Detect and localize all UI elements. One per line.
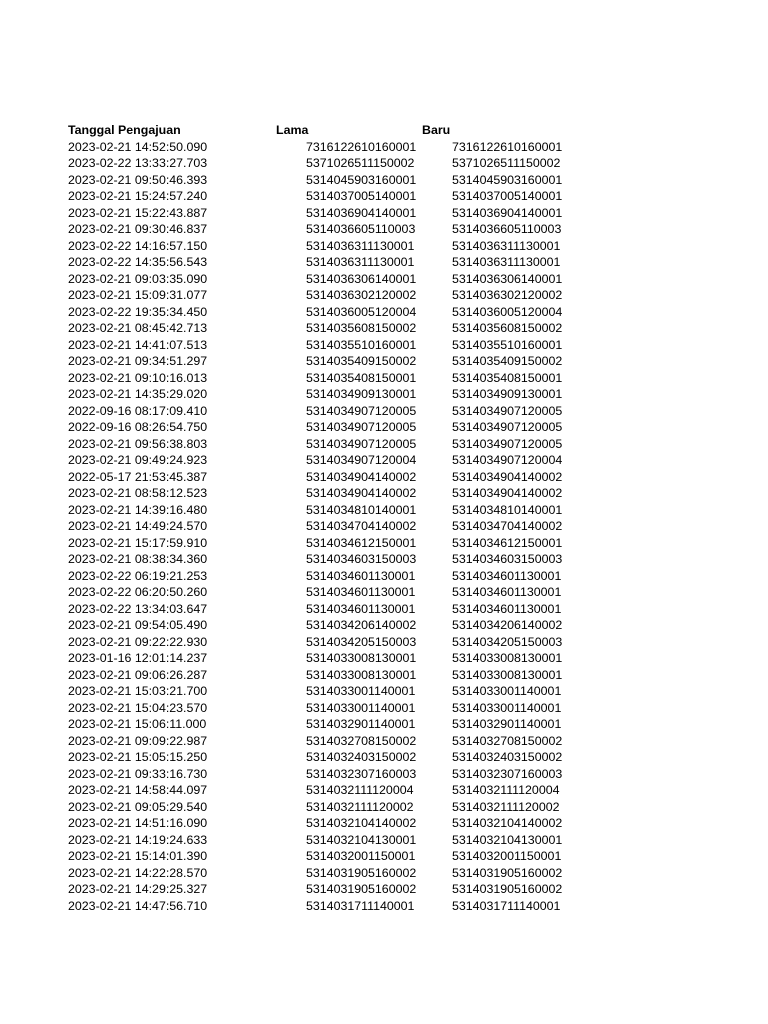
table-row [68, 881, 588, 898]
cell-lama: 5314036302120002 [306, 288, 417, 302]
cell-baru: 5314036904140001 [452, 205, 563, 220]
table-row [68, 568, 588, 585]
cell-baru: 5314034205150003 [452, 634, 563, 649]
cell-lama: 5314034601130001 [306, 601, 416, 616]
cell-baru: 5314035408150001 [452, 370, 563, 385]
cell-lama: 5314035510160001 [306, 337, 417, 352]
cell-baru: 5314034907120005 [452, 420, 563, 434]
cell-lama: 5314034603150003 [306, 552, 417, 566]
cell-baru: 5314031905160002 [452, 882, 563, 896]
table-row [68, 898, 588, 915]
table-row [68, 205, 588, 222]
cell-baru: 5314034603150003 [452, 552, 563, 566]
cell-tanggal-pengajuan: 2023-02-22 06:19:21.253 [68, 568, 208, 583]
cell-baru: 5314045903160001 [452, 172, 563, 187]
cell-tanggal-pengajuan: 2023-02-21 09:50:46.393 [68, 172, 208, 187]
cell-tanggal-pengajuan: 2022-09-16 08:26:54.750 [68, 420, 208, 434]
table-row [68, 139, 588, 156]
cell-tanggal-pengajuan: 2023-02-21 14:52:50.090 [68, 139, 208, 154]
table-row [68, 386, 588, 403]
cell-lama: 5314033008130001 [306, 651, 417, 665]
cell-tanggal-pengajuan: 2023-02-21 15:05:15.250 [68, 750, 208, 764]
cell-baru: 5314034601130001 [452, 601, 562, 616]
cell-baru: 5314033001140001 [452, 684, 562, 698]
cell-lama: 5314032307160003 [306, 766, 417, 781]
table-row [68, 832, 588, 849]
table-row [68, 419, 588, 436]
cell-baru: 5314036306140001 [452, 271, 563, 286]
cell-tanggal-pengajuan: 2023-02-21 09:10:16.013 [68, 370, 208, 385]
cell-tanggal-pengajuan: 2023-02-22 13:34:03.647 [68, 601, 208, 616]
cell-tanggal-pengajuan: 2023-02-21 09:09:22.987 [68, 733, 208, 748]
cell-tanggal-pengajuan: 2023-02-21 15:06:11.000 [68, 717, 207, 731]
cell-tanggal-pengajuan: 2023-02-21 15:17:59.910 [68, 535, 208, 550]
table-row [68, 337, 588, 354]
cell-lama: 5314045903160001 [306, 172, 417, 187]
cell-lama: 5314031905160002 [306, 882, 417, 896]
cell-lama: 5314032104140002 [306, 816, 417, 830]
cell-tanggal-pengajuan: 2023-02-21 09:22:22.930 [68, 634, 208, 649]
cell-lama: 5314033008130001 [306, 667, 417, 682]
cell-baru: 5314033008130001 [452, 667, 563, 682]
cell-tanggal-pengajuan: 2023-02-21 09:56:38.803 [68, 436, 208, 451]
cell-lama: 5314036904140001 [306, 205, 417, 220]
cell-tanggal-pengajuan: 2023-02-21 14:35:29.020 [68, 387, 208, 401]
table-row [68, 304, 588, 321]
cell-tanggal-pengajuan: 2023-02-21 15:22:43.887 [68, 205, 208, 220]
table-row [68, 749, 588, 766]
cell-lama: 5314031905160002 [306, 865, 417, 880]
cell-baru: 5314034907120005 [452, 403, 563, 418]
cell-baru: 5314032104140002 [452, 816, 563, 830]
cell-lama: 5314032901140001 [306, 717, 416, 731]
header-row [68, 122, 588, 139]
cell-lama: 5314034810140001 [306, 502, 417, 517]
table-row [68, 287, 588, 304]
cell-tanggal-pengajuan: 2023-02-21 14:49:24.570 [68, 519, 208, 533]
table-row [68, 716, 588, 733]
cell-baru: 5314036302120002 [452, 288, 563, 302]
cell-lama: 5314032111120004 [306, 783, 414, 797]
cell-lama: 5314034907120005 [306, 403, 417, 418]
cell-baru: 5314032111120004 [452, 783, 560, 797]
table-row [68, 667, 588, 684]
table-row [68, 584, 588, 601]
table-row [68, 766, 588, 783]
cell-baru: 5314032104130001 [452, 832, 563, 847]
cell-baru: 7316122610160001 [452, 139, 563, 154]
cell-tanggal-pengajuan: 2022-05-17 21:53:45.387 [68, 469, 208, 484]
cell-lama: 5314032111120002 [306, 799, 414, 814]
cell-baru: 5314035510160001 [452, 337, 563, 352]
table-row [68, 452, 588, 469]
table-row [68, 815, 588, 832]
cell-tanggal-pengajuan: 2023-02-21 14:58:44.097 [68, 783, 208, 797]
cell-tanggal-pengajuan: 2023-02-21 15:04:23.570 [68, 700, 208, 715]
table-row [68, 601, 588, 618]
table-row [68, 733, 588, 750]
cell-lama: 5314035608150002 [306, 321, 417, 335]
cell-baru: 5314034612150001 [452, 535, 563, 550]
cell-baru: 5314032901140001 [452, 717, 562, 731]
cell-lama: 5314034907120005 [306, 436, 417, 451]
table-row [68, 370, 588, 387]
cell-lama: 5314034904140002 [306, 486, 417, 500]
cell-lama: 5314031711140001 [306, 898, 415, 913]
cell-lama: 5314034601130001 [306, 585, 416, 599]
cell-tanggal-pengajuan: 2023-02-21 14:39:16.480 [68, 502, 208, 517]
cell-tanggal-pengajuan: 2023-02-21 09:54:05.490 [68, 618, 208, 632]
table-row [68, 865, 588, 882]
cell-tanggal-pengajuan: 2023-02-21 14:22:28.570 [68, 865, 208, 880]
table-row [68, 848, 588, 865]
cell-tanggal-pengajuan: 2023-02-21 08:45:42.713 [68, 321, 208, 335]
header-lama: Lama [276, 123, 309, 137]
table-row [68, 650, 588, 667]
cell-baru: 5314034904140002 [452, 486, 563, 500]
cell-tanggal-pengajuan: 2023-02-21 15:03:21.700 [68, 684, 208, 698]
cell-baru: 5314034601130001 [452, 585, 562, 599]
cell-tanggal-pengajuan: 2023-02-21 14:29:25.327 [68, 882, 208, 896]
cell-baru: 5314037005140001 [452, 189, 563, 203]
cell-tanggal-pengajuan: 2023-02-21 08:58:12.523 [68, 486, 208, 500]
cell-lama: 5314034612150001 [306, 535, 417, 550]
cell-tanggal-pengajuan: 2023-02-21 14:47:56.710 [68, 898, 208, 913]
table-row [68, 238, 588, 255]
cell-lama: 5314034907120005 [306, 420, 417, 434]
cell-tanggal-pengajuan: 2023-02-21 09:03:35.090 [68, 271, 208, 286]
cell-baru: 5314033001140001 [452, 700, 562, 715]
cell-baru: 5314034907120005 [452, 436, 563, 451]
table-row [68, 271, 588, 288]
cell-tanggal-pengajuan: 2023-02-21 09:49:24.923 [68, 453, 208, 467]
cell-tanggal-pengajuan: 2023-02-21 15:24:57.240 [68, 189, 208, 203]
cell-tanggal-pengajuan: 2023-02-21 08:38:34.360 [68, 552, 208, 566]
cell-tanggal-pengajuan: 2023-02-22 13:33:27.703 [68, 156, 208, 170]
table-body [68, 139, 588, 915]
cell-baru: 5314034909130001 [452, 387, 563, 401]
cell-lama: 5314032001150001 [306, 849, 416, 863]
cell-lama: 5314034704140002 [306, 519, 417, 533]
cell-tanggal-pengajuan: 2023-02-21 14:51:16.090 [68, 816, 208, 830]
cell-lama: 5314034601130001 [306, 568, 416, 583]
cell-lama: 5371026511150002 [306, 156, 415, 170]
cell-baru: 5314034810140001 [452, 502, 563, 517]
cell-tanggal-pengajuan: 2023-02-21 15:14:01.390 [68, 849, 208, 863]
cell-lama: 5314034206140002 [306, 618, 417, 632]
cell-baru: 5314034601130001 [452, 568, 562, 583]
table-row [68, 485, 588, 502]
cell-tanggal-pengajuan: 2023-02-21 14:19:24.633 [68, 832, 208, 847]
cell-tanggal-pengajuan: 2023-02-21 09:06:26.287 [68, 667, 208, 682]
cell-baru: 5314034206140002 [452, 618, 563, 632]
cell-tanggal-pengajuan: 2023-02-21 09:05:29.540 [68, 799, 208, 814]
cell-baru: 5314036005120004 [452, 304, 563, 319]
cell-baru: 5314032708150002 [452, 733, 563, 748]
spreadsheet-table [68, 122, 588, 914]
table-row [68, 469, 588, 486]
cell-baru: 5314035409150002 [452, 354, 563, 368]
table-row [68, 188, 588, 205]
cell-tanggal-pengajuan: 2023-02-21 09:34:51.297 [68, 354, 208, 368]
cell-baru: 5314033008130001 [452, 651, 563, 665]
cell-tanggal-pengajuan: 2023-02-22 19:35:34.450 [68, 304, 208, 319]
cell-baru: 5314034904140002 [452, 469, 563, 484]
cell-lama: 5314036311130001 [306, 255, 415, 269]
cell-tanggal-pengajuan: 2023-02-22 06:20:50.260 [68, 585, 208, 599]
cell-baru: 5314032111120002 [452, 799, 560, 814]
cell-baru: 5314031905160002 [452, 865, 563, 880]
table-row [68, 551, 588, 568]
table-row [68, 700, 588, 717]
cell-lama: 5314033001140001 [306, 684, 416, 698]
cell-baru: 5314032403150002 [452, 750, 563, 764]
table-row [68, 436, 588, 453]
cell-baru: 5314036311130001 [452, 255, 561, 269]
cell-tanggal-pengajuan: 2023-02-22 14:35:56.543 [68, 255, 208, 269]
cell-lama: 5314034909130001 [306, 387, 417, 401]
table-row [68, 617, 588, 634]
cell-lama: 5314034904140002 [306, 469, 417, 484]
cell-lama: 5314033001140001 [306, 700, 416, 715]
cell-tanggal-pengajuan: 2022-09-16 08:17:09.410 [68, 403, 208, 418]
header-baru: Baru [422, 123, 451, 137]
cell-baru: 5314031711140001 [452, 898, 561, 913]
cell-baru: 5314034704140002 [452, 519, 563, 533]
cell-tanggal-pengajuan: 2023-02-22 14:16:57.150 [68, 238, 208, 253]
table-row [68, 535, 588, 552]
table-row [68, 502, 588, 519]
cell-baru: 5314036605110003 [452, 222, 562, 236]
cell-tanggal-pengajuan: 2023-02-21 15:09:31.077 [68, 288, 208, 302]
table-row [68, 221, 588, 238]
cell-tanggal-pengajuan: 2023-02-21 09:30:46.837 [68, 222, 208, 236]
cell-lama: 5314036005120004 [306, 304, 417, 319]
cell-baru: 5314035608150002 [452, 321, 563, 335]
table-row [68, 254, 588, 271]
table-row [68, 799, 588, 816]
cell-lama: 5314035409150002 [306, 354, 417, 368]
cell-tanggal-pengajuan: 2023-02-21 09:33:16.730 [68, 766, 208, 781]
table-row [68, 518, 588, 535]
cell-lama: 5314032403150002 [306, 750, 417, 764]
cell-lama: 5314036306140001 [306, 271, 417, 286]
cell-lama: 5314035408150001 [306, 370, 417, 385]
cell-baru: 5314036311130001 [452, 238, 561, 253]
table-row [68, 634, 588, 651]
cell-baru: 5314032307160003 [452, 766, 563, 781]
cell-lama: 5314037005140001 [306, 189, 417, 203]
cell-lama: 5314036311130001 [306, 238, 415, 253]
table-row [68, 403, 588, 420]
table-row [68, 782, 588, 799]
cell-lama: 5314032708150002 [306, 733, 417, 748]
header-tanggal-pengajuan: Tanggal Pengajuan [68, 123, 181, 137]
cell-baru: 5314034907120004 [452, 453, 563, 467]
table-row [68, 683, 588, 700]
cell-baru: 5314032001150001 [452, 849, 562, 863]
cell-tanggal-pengajuan: 2023-02-21 14:41:07.513 [68, 337, 208, 352]
cell-baru: 5371026511150002 [452, 156, 561, 170]
cell-lama: 5314036605110003 [306, 222, 416, 236]
cell-lama: 5314032104130001 [306, 832, 417, 847]
cell-lama: 5314034907120004 [306, 453, 417, 467]
table-row [68, 172, 588, 189]
table-row [68, 353, 588, 370]
cell-lama: 7316122610160001 [306, 139, 417, 154]
cell-tanggal-pengajuan: 2023-01-16 12:01:14.237 [68, 651, 208, 665]
table-row [68, 320, 588, 337]
cell-lama: 5314034205150003 [306, 634, 417, 649]
table-row [68, 155, 588, 172]
